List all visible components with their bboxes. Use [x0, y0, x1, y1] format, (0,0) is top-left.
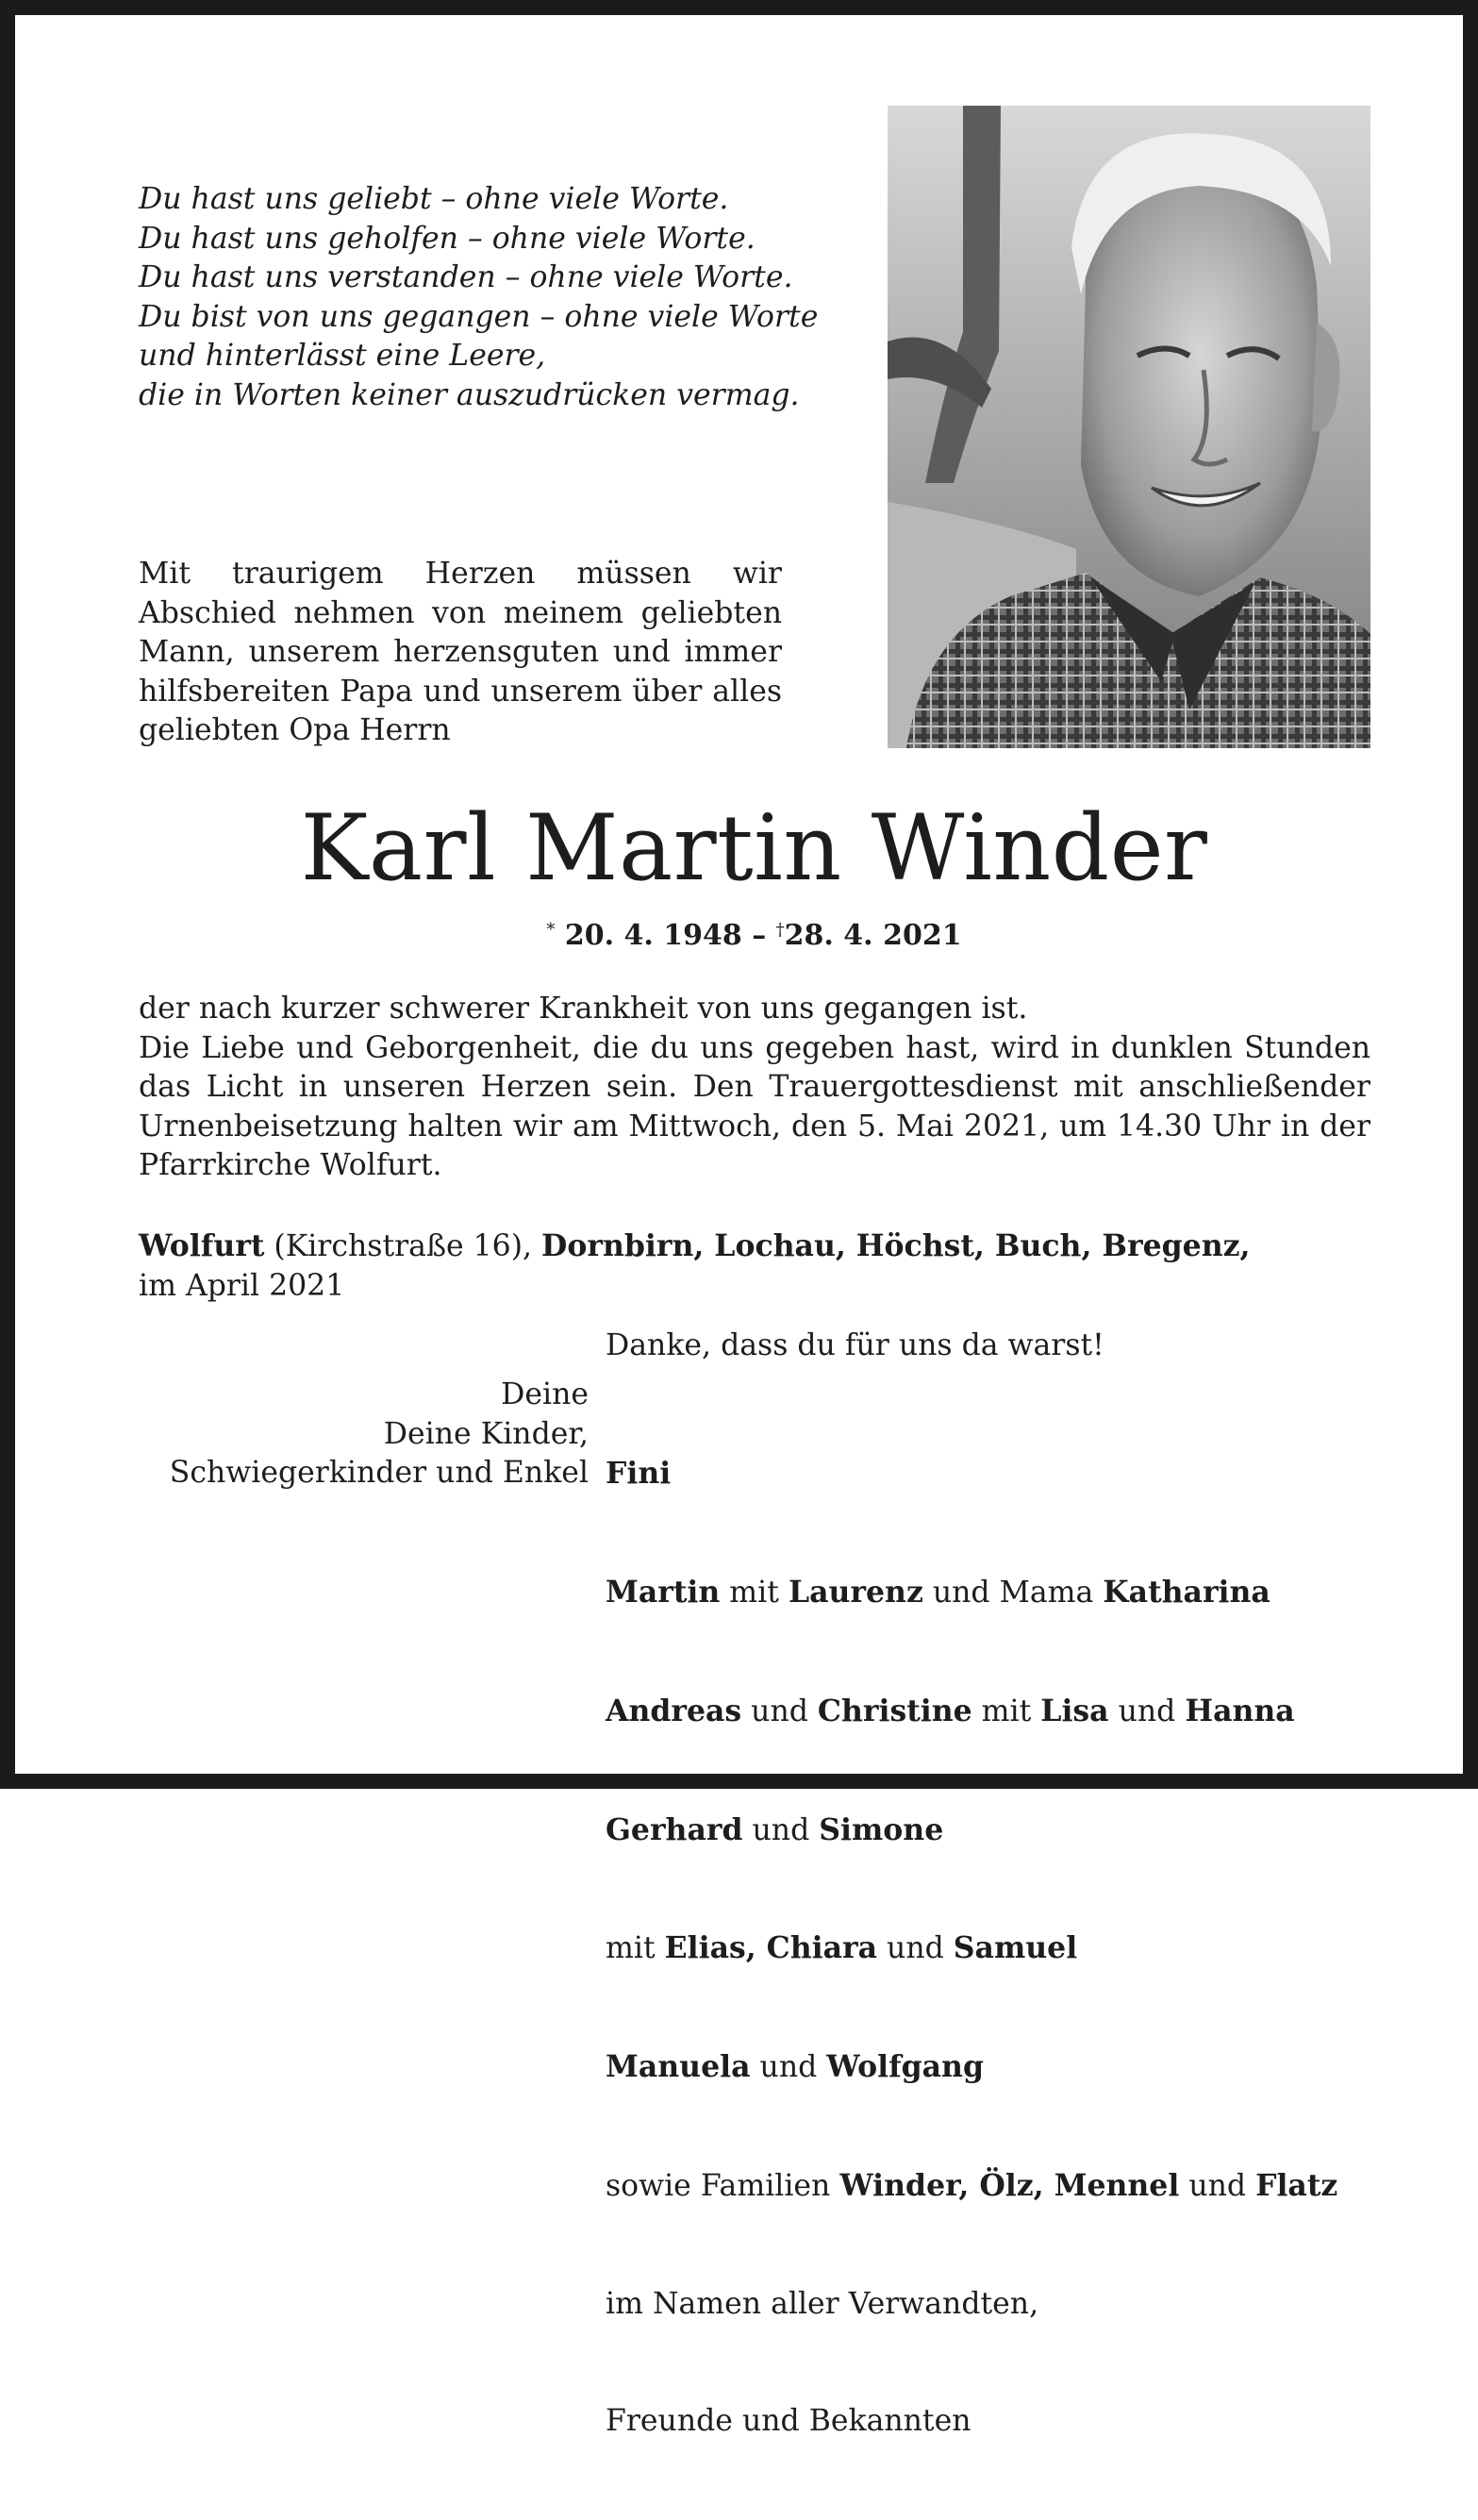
- mourner-name: Winder, Ölz, Mennel: [839, 2167, 1180, 2203]
- birth-date: 20. 4. 1948: [564, 919, 742, 952]
- mourner-name: Wolfgang: [826, 2049, 984, 2085]
- life-dates: [15, 911, 1478, 955]
- poem-line: Du hast uns verstanden – ohne viele Worte.: [139, 260, 793, 294]
- place-address: (Kirchstraße 16),: [264, 1229, 542, 1263]
- place-and-date: [139, 1227, 1370, 1306]
- mourner-name: Laurenz: [788, 1574, 923, 1610]
- label-kinder: Deine Kinder,: [383, 1416, 589, 1451]
- mourner-line: [606, 1454, 1379, 1494]
- mourner-line: mit Elias, Chiara und Samuel: [606, 1930, 1078, 1966]
- mourner-line: Freunde und Bekannten: [606, 2404, 971, 2439]
- notice-date: im April 2021: [139, 1268, 345, 1303]
- mourner-name: Gerhard: [606, 1811, 743, 1847]
- announcement-line: der nach kurzer schwerer Krankheit von uns gegangen ist.: [139, 992, 1028, 1026]
- date-separator: –: [752, 919, 767, 952]
- mourner-name: Elias, Chiara: [664, 1930, 878, 1966]
- mourner-line: im Namen aller Verwandten,: [606, 2286, 1039, 2321]
- poem-line: Du hast uns geliebt – ohne viele Worte.: [139, 182, 729, 216]
- announcement-paragraph: Die Liebe und Geborgenheit, die du uns gegeben hast, wird in dunklen Stunden das Licht in unseren Herzen sein. Den Trauergottesdienst mit anschließender Urnenbeisetzung halten wir am Mittwoch, den 5. Mai 2021, um 14.30 Uhr in der Pfarrkirche Wolfurt.: [139, 1030, 1370, 1183]
- poem-line: und hinterlässt eine Leere,: [139, 339, 546, 373]
- intro-paragraph: Mit traurigem Herzen müssen wir Abschied nehmen von meinem geliebten Mann, unserem herzensguten und immer hilfsbereiten Papa und unserem über alles geliebten Opa Herrn: [139, 557, 782, 747]
- mourner-name: Flatz: [1255, 2167, 1338, 2203]
- label-deine: Deine: [501, 1377, 589, 1411]
- place-main: Wolfurt: [139, 1228, 265, 1263]
- mourner-line: Gerhard und Simone: [606, 1811, 944, 1847]
- mourner-name: Christine: [817, 1693, 972, 1728]
- mourner-name: Katharina: [1103, 1574, 1270, 1610]
- poem-line: Du bist von uns gegangen – ohne viele Worte: [139, 299, 819, 334]
- mourner-line: Andreas und Christine mit Lisa und Hanna: [606, 1693, 1295, 1728]
- mourner-name: Lisa: [1040, 1693, 1109, 1728]
- thanks-line: Danke, dass du für uns da warst!: [606, 1328, 1104, 1362]
- portrait-photo: [888, 106, 1370, 748]
- poem: [139, 180, 818, 415]
- birth-symbol: *: [546, 920, 556, 940]
- mourner-name: Manuela: [606, 2049, 751, 2085]
- death-symbol: †: [775, 920, 785, 940]
- poem-line: Du hast uns geholfen – ohne viele Worte.: [139, 221, 756, 256]
- places-line: [139, 1227, 1370, 1267]
- death-date: 28. 4. 2021: [784, 919, 962, 952]
- mourner-name: Hanna: [1185, 1693, 1295, 1728]
- mourners-labels: [109, 1376, 589, 1494]
- mourner-name: Samuel: [953, 1930, 1078, 1966]
- poem-line: die in Worten keiner auszudrücken vermag.: [139, 377, 800, 412]
- mourner-line: Manuela und Wolfgang: [606, 2049, 984, 2085]
- mourner-name: Martin: [606, 1574, 721, 1610]
- mourners-list: [606, 1376, 1379, 2520]
- announcement-text: [139, 990, 1370, 1186]
- mourner-name: Fini: [606, 1456, 672, 1492]
- mourner-line: Martin mit Laurenz und Mama Katharina: [606, 1574, 1270, 1610]
- mourner-line: sowie Familien Winder, Ölz, Mennel und Flatz: [606, 2167, 1338, 2203]
- place-others: Dornbirn, Lochau, Höchst, Buch, Bregenz,: [541, 1228, 1251, 1263]
- mourner-name: Simone: [819, 1811, 944, 1847]
- label-schwiegerkinder: Schwiegerkinder und Enkel: [169, 1456, 589, 1491]
- portrait-photo-icon: [888, 106, 1370, 748]
- deceased-name: Karl Martin Winder: [300, 795, 1208, 901]
- mourner-name: Andreas: [606, 1693, 742, 1728]
